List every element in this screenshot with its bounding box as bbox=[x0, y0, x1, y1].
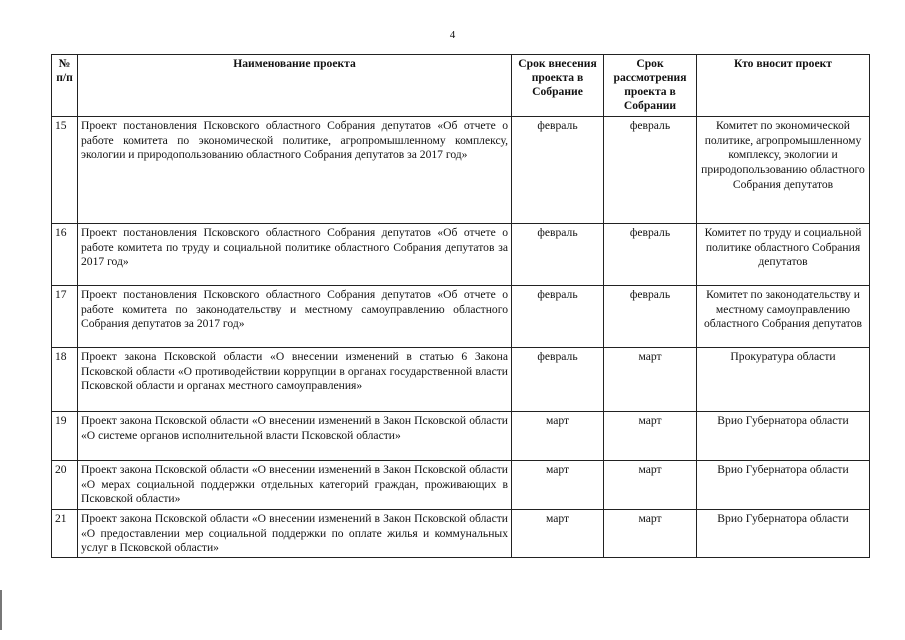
table-row bbox=[52, 224, 870, 286]
header-num: № п/п bbox=[52, 55, 78, 117]
row-num: 15 bbox=[52, 117, 78, 224]
row-review-date: февраль bbox=[604, 286, 697, 348]
row-submitter: Комитет по экономической политике, агропромышленному комплексу, экологии и природопользованию областного Собрания депутатов bbox=[697, 117, 870, 224]
row-num: 17 bbox=[52, 286, 78, 348]
header-review: Срок рассмотрения проекта в Собрании bbox=[604, 55, 697, 117]
row-review-date: март bbox=[604, 510, 697, 558]
row-review-date: февраль bbox=[604, 224, 697, 286]
row-submitter: Врио Губернатора области bbox=[697, 412, 870, 461]
row-review-date: февраль bbox=[604, 117, 697, 224]
row-submission-date: март bbox=[512, 461, 604, 510]
table-row bbox=[52, 461, 870, 510]
row-submitter: Врио Губернатора области bbox=[697, 510, 870, 558]
row-submitter: Комитет по труду и социальной политике областного Собрания депутатов bbox=[697, 224, 870, 286]
row-project-name: Проект закона Псковской области «О внесении изменений в Закон Псковской области «О системе органов исполнительной власти Псковской области» bbox=[78, 412, 512, 461]
table-row bbox=[52, 348, 870, 412]
row-submitter: Прокуратура области bbox=[697, 348, 870, 412]
row-num: 19 bbox=[52, 412, 78, 461]
row-submission-date: февраль bbox=[512, 224, 604, 286]
row-num: 18 bbox=[52, 348, 78, 412]
row-project-name: Проект закона Псковской области «О внесении изменений в статью 6 Закона Псковской области «О противодействии коррупции в органах государственной власти Псковской области и органах местного самоуправления» bbox=[78, 348, 512, 412]
row-num: 16 bbox=[52, 224, 78, 286]
header-submitter: Кто вносит проект bbox=[697, 55, 870, 117]
row-project-name: Проект закона Псковской области «О внесении изменений в Закон Псковской области «О предоставлении мер социальной поддержки по оплате жилья и коммунальных услуг в Псковской области» bbox=[78, 510, 512, 558]
page-number: 4 bbox=[449, 29, 456, 41]
legislative-plan-table bbox=[51, 54, 870, 558]
row-review-date: март bbox=[604, 348, 697, 412]
table-header-row bbox=[52, 55, 870, 117]
row-submission-date: март bbox=[512, 412, 604, 461]
row-submission-date: февраль bbox=[512, 286, 604, 348]
row-project-name: Проект закона Псковской области «О внесении изменений в Закон Псковской области «О мерах социальной поддержки отдельных категорий граждан, проживающих в Псковской области» bbox=[78, 461, 512, 510]
header-name: Наименование проекта bbox=[78, 55, 512, 117]
row-review-date: март bbox=[604, 412, 697, 461]
row-num: 21 bbox=[52, 510, 78, 558]
row-num: 20 bbox=[52, 461, 78, 510]
row-project-name: Проект постановления Псковского областного Собрания депутатов «Об отчете о работе комитета по экономической политике, агропромышленному комплексу, экологии и природопользованию областного Собрания депутатов за 2017 год» bbox=[78, 117, 512, 224]
table-row bbox=[52, 510, 870, 558]
row-submission-date: февраль bbox=[512, 348, 604, 412]
row-submitter: Комитет по законодательству и местному самоуправлению областного Собрания депутатов bbox=[697, 286, 870, 348]
row-review-date: март bbox=[604, 461, 697, 510]
row-project-name: Проект постановления Псковского областного Собрания депутатов «Об отчете о работе комитета по труду и социальной политике областного Собрания депутатов за 2017 год» bbox=[78, 224, 512, 286]
row-submitter: Врио Губернатора области bbox=[697, 461, 870, 510]
table-row bbox=[52, 412, 870, 461]
row-submission-date: февраль bbox=[512, 117, 604, 224]
row-submission-date: март bbox=[512, 510, 604, 558]
table-row bbox=[52, 117, 870, 224]
table-row bbox=[52, 286, 870, 348]
row-project-name: Проект постановления Псковского областного Собрания депутатов «Об отчете о работе комитета по законодательству и местному самоуправлению областного Собрания депутатов за 2017 год» bbox=[78, 286, 512, 348]
header-submission: Срок внесения проекта в Собрание bbox=[512, 55, 604, 117]
scan-edge-mark bbox=[0, 590, 2, 630]
